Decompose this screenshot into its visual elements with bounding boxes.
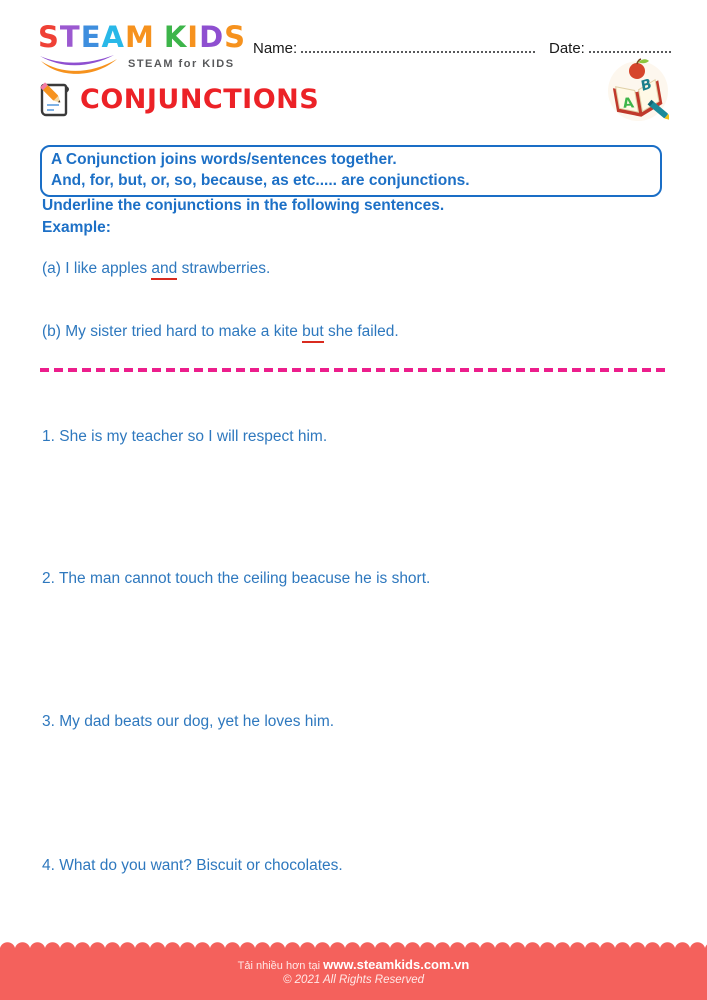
sentence-text: What do you want? Biscuit or chocolates. <box>54 857 343 874</box>
exercise-sentence-2 <box>42 570 430 588</box>
footer-scallop-edge <box>0 939 707 950</box>
steam-kids-logo <box>38 22 248 80</box>
logo-letter: A <box>101 20 125 54</box>
example-label: (b) <box>42 323 61 340</box>
title-row <box>36 79 319 119</box>
exercise-sentence-3 <box>42 713 334 731</box>
logo-letter: M <box>124 20 155 54</box>
exercise-sentence-1 <box>42 428 327 446</box>
underlined-conjunction: and <box>151 260 177 280</box>
svg-text:A: A <box>621 95 636 112</box>
footer <box>0 950 707 1000</box>
name-field-group <box>253 38 535 57</box>
dashed-divider <box>40 368 668 372</box>
definition-line-2: And, for, but, or, so, because, as etc..... are conjunctions. <box>51 172 470 189</box>
logo-letter: I <box>187 20 200 54</box>
footer-website-link[interactable]: www.steamkids.com.vn <box>323 957 470 972</box>
definition-box <box>40 145 662 197</box>
instruction-line: Underline the conjunctions in the following sentences. <box>42 197 445 214</box>
page-title: CONJUNCTIONS <box>80 83 320 115</box>
example-text-pre: My sister tried hard to make a kite <box>60 323 303 340</box>
footer-copyright: © 2021 All Rights Reserved <box>282 974 424 986</box>
example-sentence-b <box>42 323 399 341</box>
instructions <box>42 195 444 239</box>
date-label: Date: <box>549 40 585 57</box>
sentence-number: 1. <box>42 428 55 445</box>
name-fill-line <box>301 38 535 53</box>
ab-book-icon <box>607 56 669 122</box>
example-text-post: strawberries. <box>177 260 271 277</box>
underlined-conjunction: but <box>302 323 324 343</box>
exercise-sentence-4 <box>42 857 343 875</box>
sentence-number: 3. <box>42 713 55 730</box>
footer-download-prefix: Tải nhiều hơn tại <box>237 960 324 972</box>
definition-line-1: A Conjunction joins words/sentences together. <box>51 151 397 168</box>
example-heading: Example: <box>42 219 111 236</box>
date-fill-line <box>589 38 671 53</box>
example-text-pre: I like apples <box>60 260 152 277</box>
logo-letter: K <box>163 20 188 54</box>
footer-download-line <box>0 957 707 972</box>
example-sentence-a <box>42 260 270 278</box>
sentence-text: She is my teacher so I will respect him. <box>54 428 328 445</box>
sentence-text: The man cannot touch the ceiling beacuse he is short. <box>54 570 431 587</box>
logo-letter: S <box>38 20 60 54</box>
sentence-number: 2. <box>42 570 55 587</box>
logo-wordmark <box>38 22 248 52</box>
logo-letter: D <box>199 20 225 54</box>
svg-text:B: B <box>639 76 653 96</box>
sentence-number: 4. <box>42 857 55 874</box>
date-field-group <box>549 38 671 57</box>
logo-letter: S <box>224 20 247 54</box>
example-text-post: she failed. <box>323 323 399 340</box>
sentence-text: My dad beats our dog, yet he loves him. <box>54 713 335 730</box>
logo-letter: T <box>59 20 81 54</box>
example-label: (a) <box>42 260 61 277</box>
name-label: Name: <box>253 40 298 57</box>
logo-swoosh-icon <box>38 53 120 77</box>
logo-tagline: STEAM for KIDS <box>128 58 235 70</box>
memo-pencil-icon <box>36 79 76 119</box>
logo-letter: E <box>80 20 102 54</box>
